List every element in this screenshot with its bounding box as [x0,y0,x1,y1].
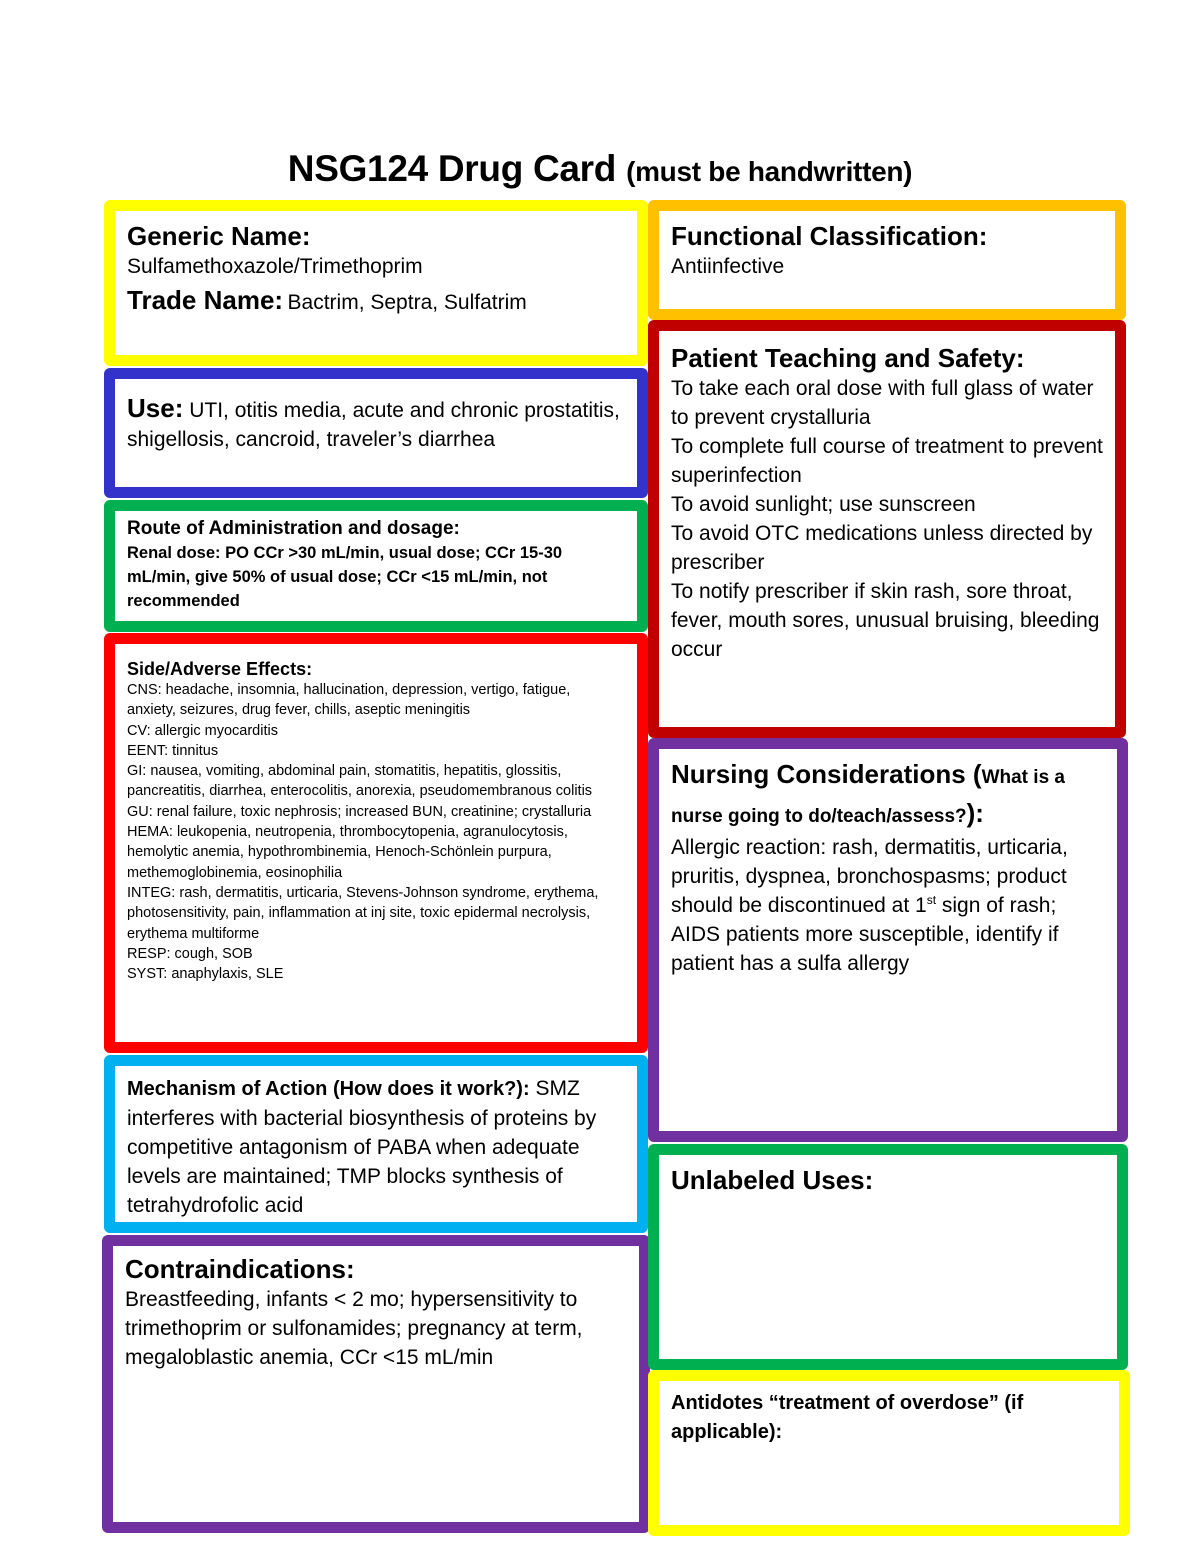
antidotes-heading: Antidotes “treatment of overdose” (if applicable): [671,1392,1024,1443]
nursing-considerations-box [648,738,1128,1142]
side-effect-line: CV: allergic myocarditis [127,722,278,739]
generic-name-heading: Generic Name: [127,221,311,251]
use-value: UTI, otitis media, acute and chronic prostatitis, shigellosis, cancroid, traveler’s diarrhea [127,399,620,451]
mechanism-box [104,1055,648,1233]
nursing-heading-question: What is a nurse going to do/teach/assess? [671,767,1065,827]
contraindications-box [102,1235,650,1533]
use-box [104,368,648,498]
functional-classification-heading: Functional Classification: [671,221,988,251]
nursing-heading: Nursing Considerations ( [671,759,982,789]
side-effect-line: GI: nausea, vomiting, abdominal pain, stomatitis, hepatitis, glossitis, [127,763,562,780]
trade-name-heading: Trade Name: [127,285,284,316]
nursing-value-a: Allergic reaction: rash, dermatitis, urticaria, pruritis, dyspnea, bronchospasms; product should be discontinued at 1 [671,836,1068,917]
side-effects-box [104,633,648,1053]
side-effect-line: CNS: headache, insomnia, hallucination, depression, vertigo, fatigue, [127,682,571,698]
functional-classification-box [648,200,1126,320]
route-box [104,500,648,632]
mechanism-heading: Mechanism of Action (How does it work?): [127,1078,530,1100]
generic-name-box [104,200,648,366]
use-heading: Use: [127,393,184,423]
patient-teaching-heading: Patient Teaching and Safety: [671,343,1025,373]
side-effects-list [127,680,625,984]
side-effect-line: hemolytic anemia, hypothrombinemia, Henoch-Schönlein purpura, [127,844,552,861]
title-main: NSG124 Drug Card [287,148,617,189]
nursing-value-sup: st [926,893,937,907]
side-effect-line: GU: renal failure, toxic nephrosis; increased BUN, creatinine; crystalluria [127,803,592,820]
side-effect-line: photosensitivity, pain, inflammation at inj site, toxic epidermal necrolysis, [127,905,591,922]
route-heading: Route of Administration and dosage: [127,518,460,539]
side-effect-line: HEMA: leukopenia, neutropenia, thrombocytopenia, agranulocytosis, [127,824,568,841]
contraindications-heading: Contraindications: [125,1254,355,1284]
unlabeled-uses-box [648,1144,1128,1370]
patient-teaching-box [648,320,1126,738]
title-sub: (must be handwritten) [626,156,913,187]
side-effect-line: RESP: cough, SOB [127,945,253,962]
mechanism-value: SMZ interferes with bacterial biosynthesis of proteins by competitive antagonism of PABA when adequate levels are maintained; TMP blocks synthesis of tetrahydrofolic acid [127,1077,597,1217]
side-effect-line: pancreatitis, diarrhea, enterocolitis, anorexia, pseudomembranous colitis [127,783,593,800]
teaching-item: To avoid OTC medications unless directed by prescriber [671,522,1093,575]
teaching-item: To notify prescriber if skin rash, sore throat, fever, mouth sores, unusual bruising, bleeding occur [671,580,1100,662]
generic-name-value: Sulfamethoxazole/Trimethoprim [127,255,423,279]
functional-classification-value: Antiinfective [671,255,785,279]
teaching-item: To avoid sunlight; use sunscreen [671,493,976,517]
side-effect-line: INTEG: rash, dermatitis, urticaria, Stevens-Johnson syndrome, erythema, [127,884,599,901]
side-effects-heading: Side/Adverse Effects: [127,659,313,679]
side-effect-line: SYST: anaphylaxis, SLE [127,966,284,983]
trade-name-value: Bactrim, Septra, Sulfatrim [287,291,527,315]
side-effect-line: erythema multiforme [127,925,260,942]
side-effect-line: methemoglobinemia, eosinophilia [127,864,343,881]
antidotes-box [648,1370,1130,1536]
teaching-item: To complete full course of treatment to prevent superinfection [671,435,1103,488]
route-value: Renal dose: PO CCr >30 mL/min, usual dose; CCr 15-30 mL/min, give 50% of usual dose; CCr <15 mL/min, not recommended [127,544,563,610]
nursing-value-b: sign of rash; AIDS patients more susceptible, identify if patient has a sulfa allergy [671,894,1059,975]
side-effect-line: anxiety, seizures, drug fever, chills, aseptic meningitis [127,702,471,719]
unlabeled-uses-heading: Unlabeled Uses: [671,1165,874,1195]
teaching-item: To take each oral dose with full glass of water to prevent crystalluria [671,377,1094,430]
contraindications-value: Breastfeeding, infants < 2 mo; hypersensitivity to trimethoprim or sulfonamides; pregnancy at term, megaloblastic anemia, CCr <15 mL/min [125,1288,583,1370]
nursing-heading-end: ): [966,798,984,828]
page-title [0,148,1200,190]
patient-teaching-list [671,374,1103,664]
side-effect-line: EENT: tinnitus [127,742,219,759]
